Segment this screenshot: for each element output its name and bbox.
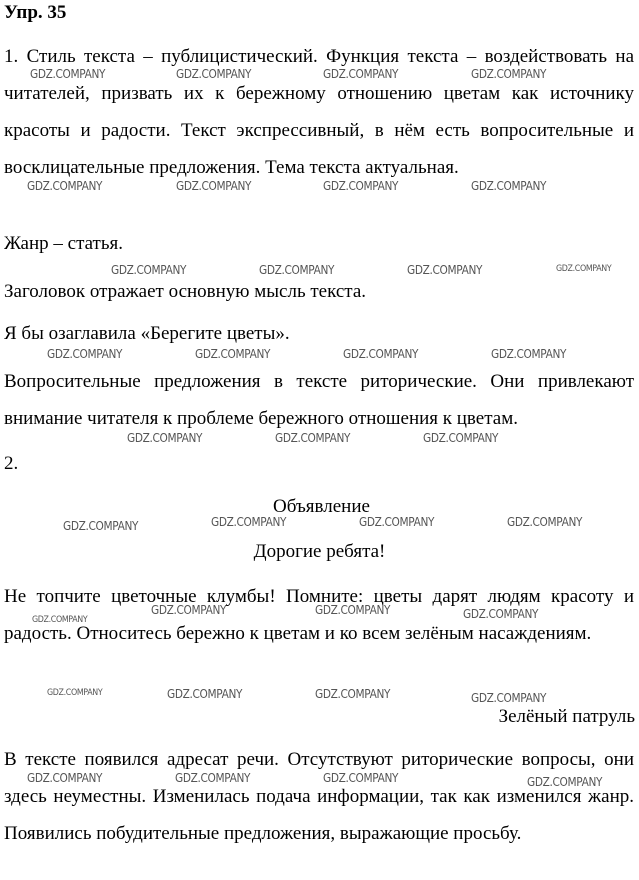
- watermark: GDZ.COMPANY: [507, 515, 583, 529]
- watermark: GDZ.COMPANY: [315, 603, 391, 617]
- watermark: GDZ.COMPANY: [127, 431, 203, 445]
- watermark: GDZ.COMPANY: [32, 615, 88, 625]
- watermark: GDZ.COMPANY: [471, 691, 547, 705]
- watermark: GDZ.COMPANY: [167, 687, 243, 701]
- watermark: GDZ.COMPANY: [195, 347, 271, 361]
- watermark: GDZ.COMPANY: [275, 431, 351, 445]
- watermark: GDZ.COMPANY: [259, 263, 335, 277]
- watermark: GDZ.COMPANY: [315, 687, 391, 701]
- watermark: GDZ.COMPANY: [527, 775, 603, 789]
- watermark: GDZ.COMPANY: [471, 67, 547, 81]
- watermark: GDZ.COMPANY: [471, 179, 547, 193]
- watermark: GDZ.COMPANY: [63, 519, 139, 533]
- watermark: GDZ.COMPANY: [407, 263, 483, 277]
- watermark: GDZ.COMPANY: [47, 347, 123, 361]
- announcement-body: Не топчите цветочные клумбы! Помните: цветы дарят людям красоту и радость. Относитесь бережно к цветам и ко всем зелёным насаждениям.: [4, 586, 634, 644]
- exercise-title: Упр. 35: [4, 2, 67, 23]
- watermark: GDZ.COMPANY: [323, 179, 399, 193]
- genre-line: Жанр – статья.: [4, 233, 124, 254]
- announcement-heading: Объявление: [273, 496, 370, 517]
- watermark: GDZ.COMPANY: [491, 347, 567, 361]
- watermark: GDZ.COMPANY: [27, 771, 103, 785]
- announcement-signature: Зелёный патруль: [498, 706, 635, 727]
- watermark: GDZ.COMPANY: [211, 515, 287, 529]
- watermark: GDZ.COMPANY: [47, 688, 103, 698]
- watermark: GDZ.COMPANY: [323, 67, 399, 81]
- watermark: GDZ.COMPANY: [176, 67, 252, 81]
- rhetorical-questions-paragraph: Вопросительные предложения в тексте риторические. Они привлекают внимание читателя к проблеме бережного отношения к цветам.: [4, 371, 634, 429]
- watermark: GDZ.COMPANY: [323, 771, 399, 785]
- watermark: GDZ.COMPANY: [151, 603, 227, 617]
- title-choice-line: Я бы озаглавила «Берегите цветы».: [4, 323, 290, 344]
- watermark: GDZ.COMPANY: [556, 264, 612, 274]
- watermark: GDZ.COMPANY: [30, 67, 106, 81]
- watermark: GDZ.COMPANY: [359, 515, 435, 529]
- watermark: GDZ.COMPANY: [175, 771, 251, 785]
- headline-note-line: Заголовок отражает основную мысль текста.: [4, 281, 367, 302]
- style-analysis-paragraph: 1. Стиль текста – публицистический. Функция текста – воздействовать на читателей, призвать их к бережному отношению цветам как источнику красоты и радости. Текст экспрессивный, в нём есть вопросительные и восклицательные предложения. Тема текста актуальная.: [4, 46, 634, 178]
- analysis-paragraph: В тексте появился адресат речи. Отсутствуют риторические вопросы, они здесь неуместны. Изменилась подача информации, так как изменился жанр. Появились побудительные предложения, выражающие просьбу.: [4, 749, 634, 844]
- watermark: GDZ.COMPANY: [27, 179, 103, 193]
- watermark: GDZ.COMPANY: [343, 347, 419, 361]
- announcement-greeting: Дорогие ребята!: [253, 541, 386, 562]
- watermark: GDZ.COMPANY: [176, 179, 252, 193]
- watermark: GDZ.COMPANY: [111, 263, 187, 277]
- watermark: GDZ.COMPANY: [463, 607, 539, 621]
- task-number-2: 2.: [4, 453, 19, 474]
- watermark: GDZ.COMPANY: [423, 431, 499, 445]
